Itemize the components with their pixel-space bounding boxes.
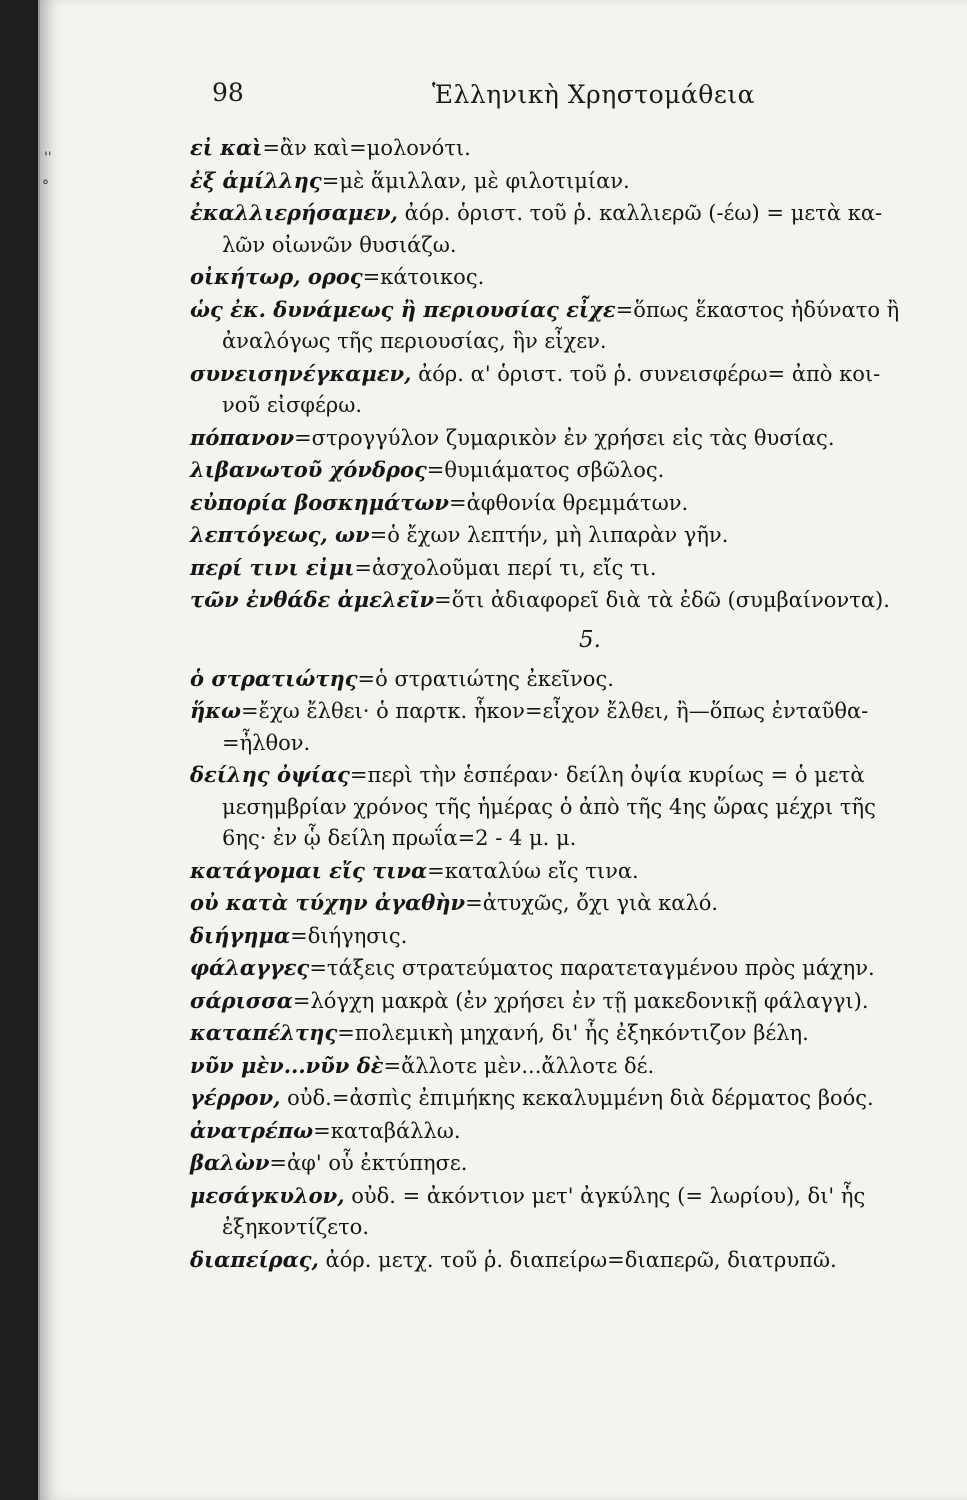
glossary-definition: =διήγησις. [290, 923, 408, 948]
glossary-term: οἰκήτωρ, ορος [190, 264, 363, 289]
glossary-line [190, 1050, 950, 1083]
glossary-line [190, 1180, 950, 1213]
glossary-term: διήγημα [190, 922, 291, 948]
glossary-definition: μεσημβρίαν χρόνος τῆς ἡμέρας ὁ ἀπὸ τῆς 4ης ὥρας μέχρι τῆς [222, 794, 876, 819]
glossary-content [190, 132, 950, 1276]
glossary-entries-section-4 [190, 132, 950, 617]
glossary-definition: =ἀτυχῶς, ὄχι γιὰ καλό. [465, 891, 719, 915]
glossary-line [190, 663, 950, 696]
glossary-line [190, 197, 950, 230]
glossary-line [190, 855, 950, 888]
glossary-line [190, 487, 950, 520]
glossary-definition: =μὲ ἅμιλλαν, μὲ φιλοτιμίαν. [321, 168, 630, 193]
glossary-line [190, 985, 950, 1018]
glossary-definition: =πολεμικὴ μηχανή, δι' ἧς ἐξηκόντιζον βέλη. [337, 1021, 809, 1045]
glossary-definition: =θυμιάματος σβῶλος. [426, 458, 665, 482]
glossary-definition: =λόγχη μακρὰ (ἐν χρήσει ἐν τῇ μακεδονικῇ φάλαγγι). [292, 988, 869, 1013]
glossary-line [190, 261, 950, 294]
glossary-term: γέρρον, [190, 1085, 281, 1110]
margin-mark: '' [44, 150, 52, 166]
glossary-line [190, 728, 950, 760]
glossary-line [190, 519, 950, 552]
glossary-term: νῦν μὲν...νῦν δὲ [190, 1052, 384, 1078]
glossary-definition: =ὁ ἔχων λεπτήν, μὴ λιπαρὰν γῆν. [369, 523, 729, 547]
glossary-definition: λῶν οἰωνῶν θυσιάζω. [222, 232, 457, 257]
glossary-term: ὡς ἐκ. δυνάμεως ἢ περιουσίας εἶχε [190, 296, 616, 322]
glossary-definition: =στρογγύλον ζυμαρικὸν ἐν χρήσει εἰς τὰς θυσίας. [294, 425, 835, 450]
glossary-line [190, 1082, 950, 1115]
glossary-line [190, 390, 950, 422]
glossary-term: πόπανον [190, 424, 295, 450]
glossary-definition: =κάτοικος. [362, 265, 485, 289]
glossary-term: ἐξ ἁμίλλης [190, 167, 322, 193]
glossary-term: συνεισηνέγκαμεν, [190, 360, 412, 386]
glossary-definition: =ὅτι ἀδιαφορεῖ διὰ τὰ ἐδῶ (συμβαίνοντα). [434, 588, 890, 612]
glossary-line [190, 552, 950, 585]
glossary-line [190, 358, 950, 391]
glossary-term: διαπείρας, [190, 1246, 319, 1272]
glossary-definition: ἐξηκοντίζετο. [222, 1215, 369, 1239]
glossary-definition: =ὅπως ἕκαστος ἠδύνατο ἢ [615, 297, 900, 322]
page-header [40, 78, 967, 118]
glossary-line [190, 454, 950, 487]
margin-mark: ° [42, 178, 49, 194]
glossary-line [190, 1212, 950, 1244]
glossary-line [190, 422, 950, 455]
glossary-definition: =ἀφ' οὗ ἐκτύπησε. [269, 1151, 468, 1175]
glossary-line [190, 792, 950, 824]
glossary-definition: =ἦλθον. [222, 730, 311, 755]
glossary-term: τῶν ἐνθάδε ἀμελεῖν [190, 587, 435, 612]
glossary-term: οὐ κατὰ τύχην ἀγαθὴν [190, 890, 466, 915]
glossary-entries-section-5 [190, 663, 950, 1277]
glossary-line [190, 326, 950, 358]
glossary-term: σάρισσα [190, 987, 293, 1013]
page-number: 98 [212, 78, 244, 107]
glossary-line [190, 230, 950, 262]
book-page [38, 0, 967, 1500]
glossary-definition: =ἀσχολοῦμαι περί τι, εἴς τι. [354, 555, 657, 580]
glossary-definition: ἀόρ. ὁριστ. τοῦ ῥ. καλλιερῶ (-έω) = μετὰ κα- [397, 201, 883, 225]
glossary-line [190, 1244, 950, 1277]
glossary-definition: ἀόρ. μετχ. τοῦ ῥ. διαπείρω=διαπερῶ, διατρυπῶ. [318, 1247, 837, 1272]
glossary-term: καταπέλτης [190, 1020, 338, 1045]
glossary-line [190, 165, 950, 198]
glossary-term: κατάγομαι εἴς τινα [190, 857, 428, 883]
glossary-term: μεσάγκυλον, [190, 1182, 345, 1208]
glossary-definition: =ἀφθονία θρεμμάτων. [448, 490, 689, 515]
glossary-definition: =ἂν καὶ=μολονότι. [262, 136, 471, 160]
glossary-term: εἰ καὶ [190, 135, 263, 160]
glossary-term: λεπτόγεως, ων [190, 522, 370, 547]
glossary-term: ἥκω [190, 698, 242, 723]
glossary-definition: =τάξεις στρατεύματος παρατεταγμένου πρὸς μάχην. [309, 956, 875, 980]
glossary-definition: =ἄλλοτε μὲν...ἄλλοτε δέ. [383, 1053, 655, 1078]
glossary-term: ἀνατρέπω [190, 1117, 314, 1143]
glossary-definition: νοῦ εἰσφέρω. [222, 393, 363, 417]
glossary-line [190, 823, 950, 855]
glossary-line [190, 294, 950, 327]
glossary-definition: 6ης· ἐν ᾧ δείλη πρωΐα=2 - 4 μ. μ. [222, 826, 577, 850]
glossary-term: λιβανωτοῦ χόνδρος [190, 457, 427, 482]
glossary-definition: ἀναλόγως τῆς περιουσίας, ἣν εἶχεν. [222, 329, 607, 353]
glossary-definition: =περὶ τὴν ἑσπέραν· δείλη ὀψία κυρίως = ὁ μετὰ [349, 763, 865, 787]
section-number: 5. [579, 626, 601, 653]
glossary-line [190, 887, 950, 920]
running-title: Ἑλληνικὴ Χρηστομάθεια [432, 80, 755, 109]
glossary-term: ἐκαλλιερήσαμεν, [190, 200, 398, 225]
glossary-line [190, 132, 950, 165]
glossary-definition: =ὁ στρατιώτης ἐκεῖνος. [357, 666, 614, 691]
glossary-term: φάλαγγες [190, 955, 310, 980]
glossary-term: ὁ στρατιώτης [190, 665, 358, 691]
glossary-line [190, 952, 950, 985]
glossary-definition: οὐδ. = ἀκόντιον μετ' ἀγκύλης (= λωρίου), δι' ἧς [344, 1183, 866, 1208]
glossary-definition: =ἔχω ἔλθει· ὁ παρτκ. ἧκον=εἶχον ἔλθει, ἢ—ὅπως ἐνταῦθα- [241, 699, 869, 723]
glossary-line [190, 759, 950, 792]
glossary-term: βαλὼν [190, 1150, 270, 1175]
glossary-definition: ἀόρ. α' ὁριστ. τοῦ ῥ. συνεισφέρω= ἀπὸ κοι- [411, 361, 881, 386]
glossary-line [190, 1115, 950, 1148]
glossary-term: εὐπορία βοσκημάτων [190, 489, 449, 515]
glossary-definition: =καταβάλλω. [313, 1118, 461, 1143]
glossary-line [190, 1147, 950, 1180]
glossary-line [190, 920, 950, 953]
glossary-definition: οὐδ.=ἀσπὶς ἐπιμήκης κεκαλυμμένη διὰ δέρματος βοός. [280, 1086, 874, 1110]
glossary-line [190, 584, 950, 617]
glossary-definition: =καταλύω εἴς τινα. [427, 858, 639, 883]
glossary-line [190, 695, 950, 728]
glossary-line [190, 1017, 950, 1050]
glossary-term: περί τινι εἰμι [190, 554, 355, 580]
glossary-term: δείλης ὀψίας [190, 762, 350, 787]
